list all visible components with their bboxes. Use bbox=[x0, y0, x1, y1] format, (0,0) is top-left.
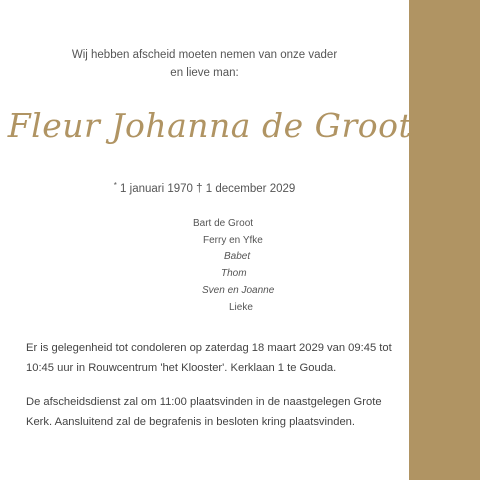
death-date: 1 december 2029 bbox=[205, 183, 296, 195]
service-paragraph bbox=[26, 392, 398, 432]
condolence-line-2: 10:45 uur in Rouwcentrum 'het Klooster'. Kerklaan 1 te Gouda. bbox=[26, 362, 337, 374]
family-member: Thom bbox=[221, 268, 247, 279]
family-member: Ferry en Yfke bbox=[203, 235, 263, 246]
family-member: Bart de Groot bbox=[193, 218, 254, 229]
intro-line-1: Wij hebben afscheid moeten nemen van onze vader bbox=[71, 49, 338, 61]
condolence-line-1: Er is gelegenheid tot condoleren op zaterdag 18 maart 2029 van 09:45 tot bbox=[26, 342, 392, 354]
decorative-side-band bbox=[409, 0, 480, 480]
service-line-1: De afscheidsdienst zal om 11:00 plaatsvinden in de naastgelegen Grote bbox=[26, 396, 382, 408]
birth-symbol: * bbox=[113, 181, 117, 190]
condolence-paragraph bbox=[26, 338, 398, 378]
intro-line-2: en lieve man: bbox=[170, 67, 239, 79]
family-member: Lieke bbox=[229, 302, 253, 313]
life-dates bbox=[0, 178, 409, 197]
service-line-2: Kerk. Aansluitend zal de begrafenis in besloten kring plaatsvinden. bbox=[26, 416, 355, 428]
deceased-name: Fleur Johanna de Groot bbox=[7, 106, 413, 145]
family-member: Sven en Joanne bbox=[202, 285, 275, 296]
death-symbol: † bbox=[196, 183, 203, 195]
birth-date: 1 januari 1970 bbox=[120, 183, 193, 195]
family-member: Babet bbox=[224, 251, 251, 262]
intro-text bbox=[0, 46, 409, 82]
